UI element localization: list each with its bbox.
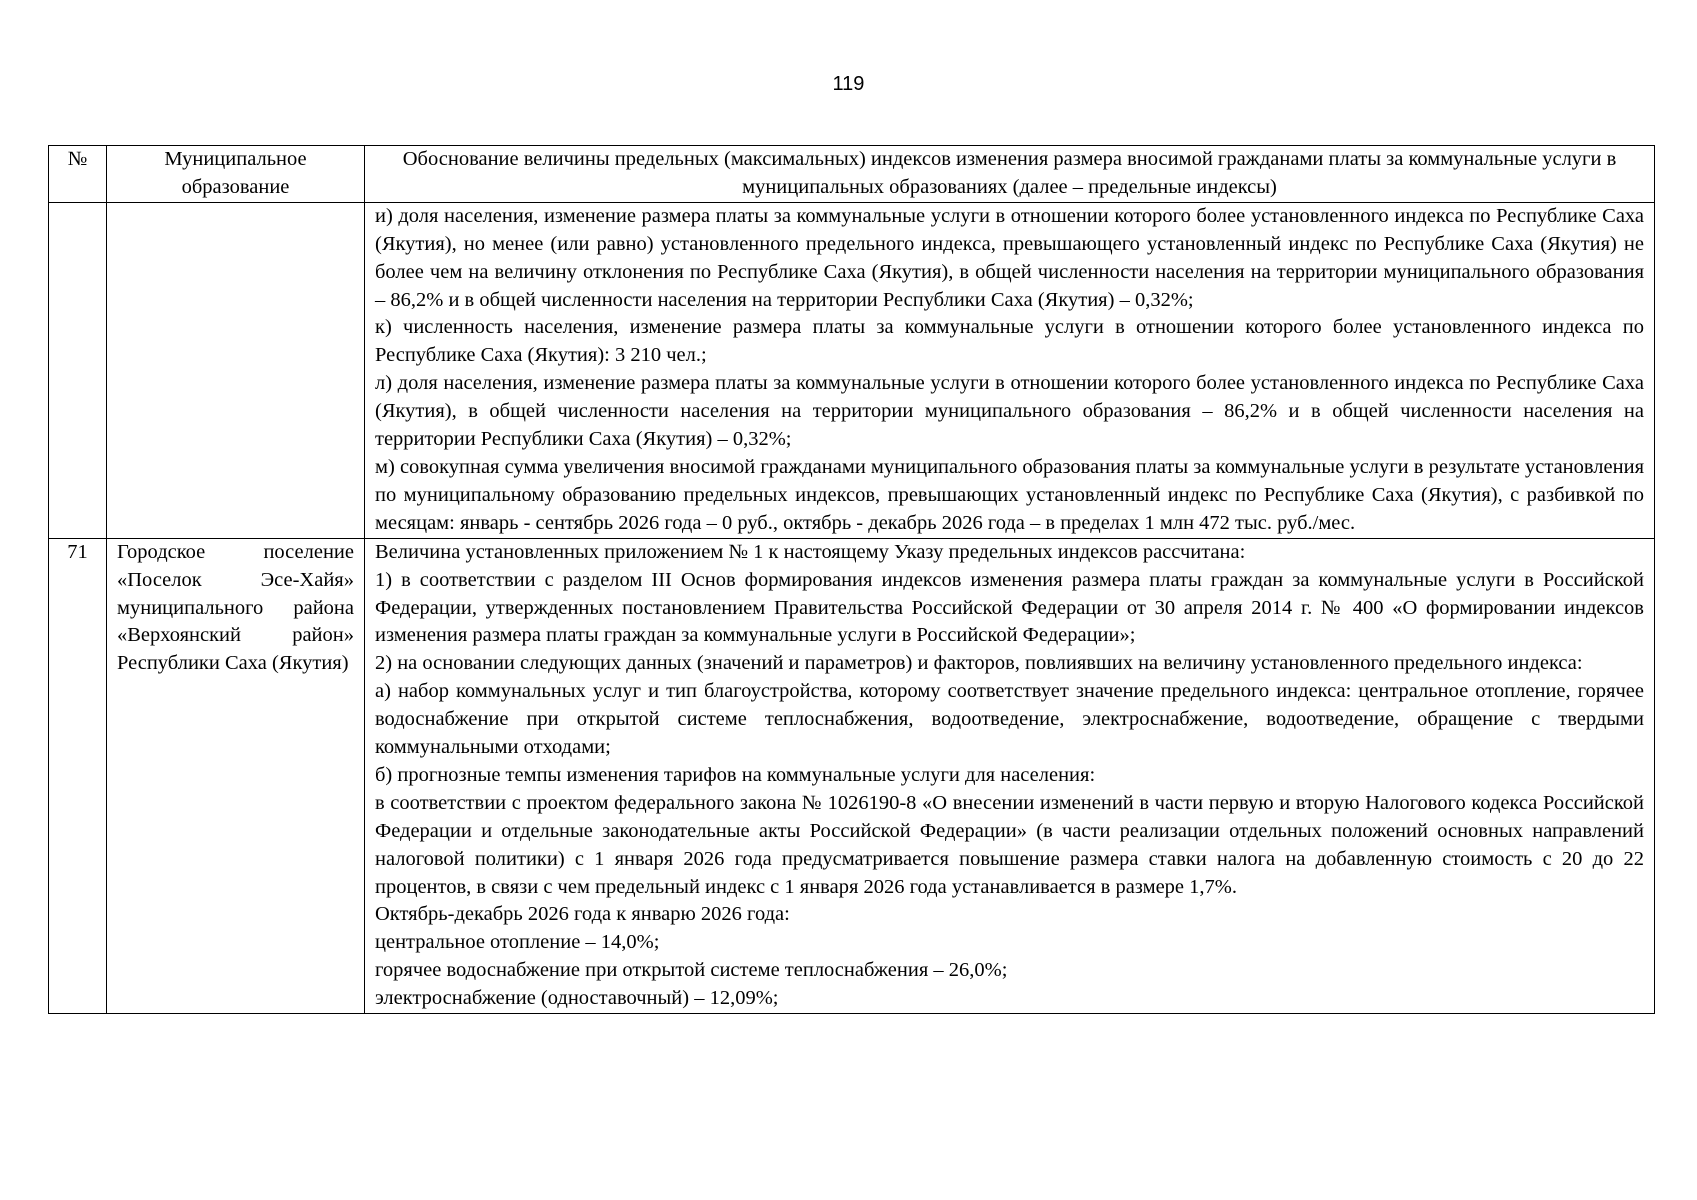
paragraph-a: а) набор коммунальных услуг и тип благоустройства, которому соответствует значение предельного индекса: центральное отопление, горячее водоснабжение при открытой системе теплоснабжения, водоотведение, электроснабжение, водоотведение, обращение с твердыми коммунальными отходами;	[375, 680, 1644, 759]
paragraph-l: л) доля населения, изменение размера платы за коммунальные услуги в отношении которого более установленного индекса по Республике Саха (Якутия), в общей численности населения на территории муниципального образования – 86,2% и в общей численности населения на территории Республики Саха (Якутия) – 0,32%;	[375, 372, 1644, 451]
paragraph-i: и) доля населения, изменение размера платы за коммунальные услуги в отношении которого более установленного индекса по Республике Саха (Якутия), но менее (или равно) установленного предельного индекса, превышающего установленный индекс по Республике Саха (Якутия) не более чем на величину отклонения по Республике Саха (Якутия), в общей численности населения на территории муниципального образования – 86,2% и в общей численности населения на территории Республики Саха (Якутия) – 0,32%;	[375, 204, 1644, 311]
header-municipality: Муниципальное образование	[107, 146, 365, 203]
table-row	[49, 538, 1655, 1013]
paragraph-tax-law: в соответствии с проектом федерального закона № 1026190-8 «О внесении изменений в части первую и вторую Налогового кодекса Российской Федерации и отдельные законодательные акты Российской Федерации» (в части реализации отдельных положений основных направлений налоговой политики) с 1 января 2026 года предусматривается повышение размера ставки налога на добавленную стоимость с 20 до 22 процентов, в связи с чем предельный индекс с 1 января 2026 года устанавливается в размере 1,7%.	[375, 791, 1644, 898]
paragraph-m: м) совокупная сумма увеличения вносимой гражданами муниципального образования платы за коммунальные услуги в результате установления по муниципальному образованию предельных индексов, превышающих установленный индекс по Республике Саха (Якутия), с разбивкой по месяцам: январь - сентябрь 2026 года – 0 руб., октябрь - декабрь 2026 года – в пределах 1 млн 472 тыс. руб./мес.	[375, 455, 1644, 534]
paragraph-period: Октябрь-декабрь 2026 года к январю 2026 года:	[375, 903, 790, 926]
paragraph-intro: Величина установленных приложением № 1 к настоящему Указу предельных индексов рассчитана:	[375, 540, 1246, 563]
row-continued-content	[365, 202, 1655, 538]
table-row	[49, 202, 1655, 538]
row-continued-municipality	[107, 202, 365, 538]
header-num: №	[49, 146, 107, 203]
header-justification: Обоснование величины предельных (максимальных) индексов изменения размера вносимой гражданами платы за коммунальные услуги в муниципальных образованиях (далее – предельные индексы)	[365, 146, 1655, 203]
row-71-content	[365, 538, 1655, 1013]
paragraph-1: 1) в соответствии с разделом III Основ формирования индексов изменения размера платы граждан за коммунальные услуги в Российской Федерации, утвержденных постановлением Правительства Российской Федерации от 30 апреля 2014 г. № 400 «О формировании индексов изменения размера платы граждан за коммунальные услуги в Российской Федерации»;	[375, 568, 1644, 647]
paragraph-heating: центральное отопление – 14,0%;	[375, 931, 660, 954]
paragraph-hot-water: горячее водоснабжение при открытой системе теплоснабжения – 26,0%;	[375, 959, 1008, 982]
row-71-num: 71	[49, 538, 107, 1013]
paragraph-2: 2) на основании следующих данных (значений и параметров) и факторов, повлиявших на величину установленного предельного индекса:	[375, 652, 1583, 675]
paragraph-b: б) прогнозные темпы изменения тарифов на коммунальные услуги для населения:	[375, 763, 1096, 786]
table-header-row	[49, 146, 1655, 203]
page-number: 119	[832, 73, 865, 95]
row-71-municipality: Городское поселение «Поселок Эсе-Хайя» муниципального района «Верхоянский район» Республики Саха (Якутия)	[107, 538, 365, 1013]
municipal-index-table	[48, 145, 1655, 1014]
paragraph-electricity: электроснабжение (одноставочный) – 12,09%;	[375, 987, 779, 1010]
row-continued-num	[49, 202, 107, 538]
paragraph-k: к) численность населения, изменение размера платы за коммунальные услуги в отношении которого более установленного индекса по Республике Саха (Якутия): 3 210 чел.;	[375, 316, 1644, 367]
